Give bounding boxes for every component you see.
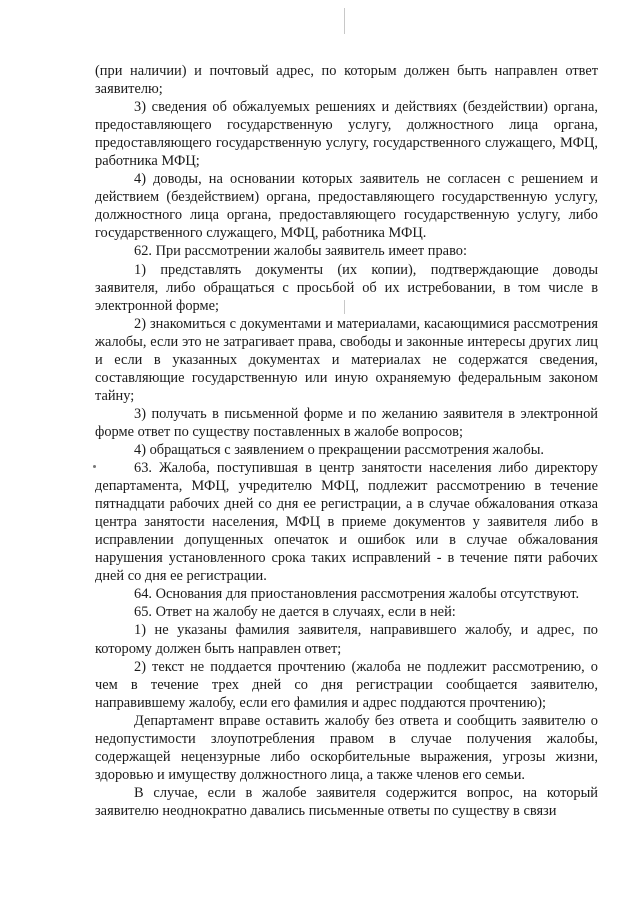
scan-artifact-top	[344, 8, 345, 34]
document-body	[95, 62, 598, 820]
paragraph-right-1: 1) представлять документы (их копии), подтверждающие доводы заявителя, либо обращаться с просьбой об их истребовании, в том числе в электронной форме;	[95, 261, 598, 314]
paragraph-item-4-arguments: 4) доводы, на основании которых заявитель не согласен с решением и действием (бездействием) органа, предоставляющего государственную услугу, должностного лица органа, предоставляющего государственную услугу, либо государственного служащего, МФЦ, работника МФЦ.	[95, 171, 598, 242]
paragraph-64-suspension: 64. Основания для приостановления рассмотрения жалобы отсутствуют.	[134, 586, 580, 603]
paragraph-right-4: 4) обращаться с заявлением о прекращении рассмотрения жалобы.	[134, 441, 544, 458]
paragraph-62-rights: 62. При рассмотрении жалобы заявитель имеет право:	[134, 243, 467, 260]
paragraph-right-2: 2) знакомиться с документами и материалами, касающимися рассмотрения жалобы, если это не затрагивает права, свободы и законные интересы других лиц и если в указанных документах и материалах не содержатся сведения, составляющие государственную или иную охраняемую федеральным законом тайну;	[95, 315, 598, 404]
paragraph-repeated-question: В случае, если в жалобе заявителя содержится вопрос, на который заявителю неоднократно давались письменные ответы по существу в связи	[95, 784, 598, 819]
paragraph-case-2: 2) текст не поддается прочтению (жалоба не подлежит рассмотрению, о чем в течение трех дней со дня регистрации сообщается заявителю, направившему жалобу, если его фамилия и адрес поддаются прочтению);	[95, 658, 598, 711]
paragraph-right-3: 3) получать в письменной форме и по желанию заявителя в электронной форме ответ по существу поставленных в жалобе вопросов;	[95, 405, 598, 440]
paragraph-65-no-answer: 65. Ответ на жалобу не дается в случаях, если в ней:	[134, 604, 456, 621]
paragraph-continued-address: (при наличии) и почтовый адрес, по которым должен быть направлен ответ заявителю;	[95, 63, 598, 98]
paragraph-department-right: Департамент вправе оставить жалобу без ответа и сообщить заявителю о недопустимости злоупотребления правом в случае получения жалобы, содержащей нецензурные либо оскорбительные выражения, угрозы жизни, здоровью и имуществу должностного лица, а также членов его семьи.	[95, 712, 598, 783]
paragraph-case-1: 1) не указаны фамилия заявителя, направившего жалобу, и адрес, по которому должен быть направлен ответ;	[95, 622, 598, 657]
paragraph-item-3-decisions: 3) сведения об обжалуемых решениях и действиях (бездействии) органа, предоставляющего государственную услугу, должностного лица органа, предоставляющего государственную услугу, государственного служащего, МФЦ, работника МФЦ;	[95, 99, 598, 170]
paragraph-63-review-period: 63. Жалоба, поступившая в центр занятости населения либо директору департамента, МФЦ, учредителю МФЦ, подлежит рассмотрению в течение пятнадцати рабочих дней со дня ее регистрации, а в случае обжалования отказа центра занятости населения, МФЦ в приеме документов у заявителя либо в исправлении допущенных опечаток и ошибок или в случае обжалования нарушения установленного срока таких исправлений - в течение пяти рабочих дней со дня ее регистрации.	[95, 460, 598, 585]
